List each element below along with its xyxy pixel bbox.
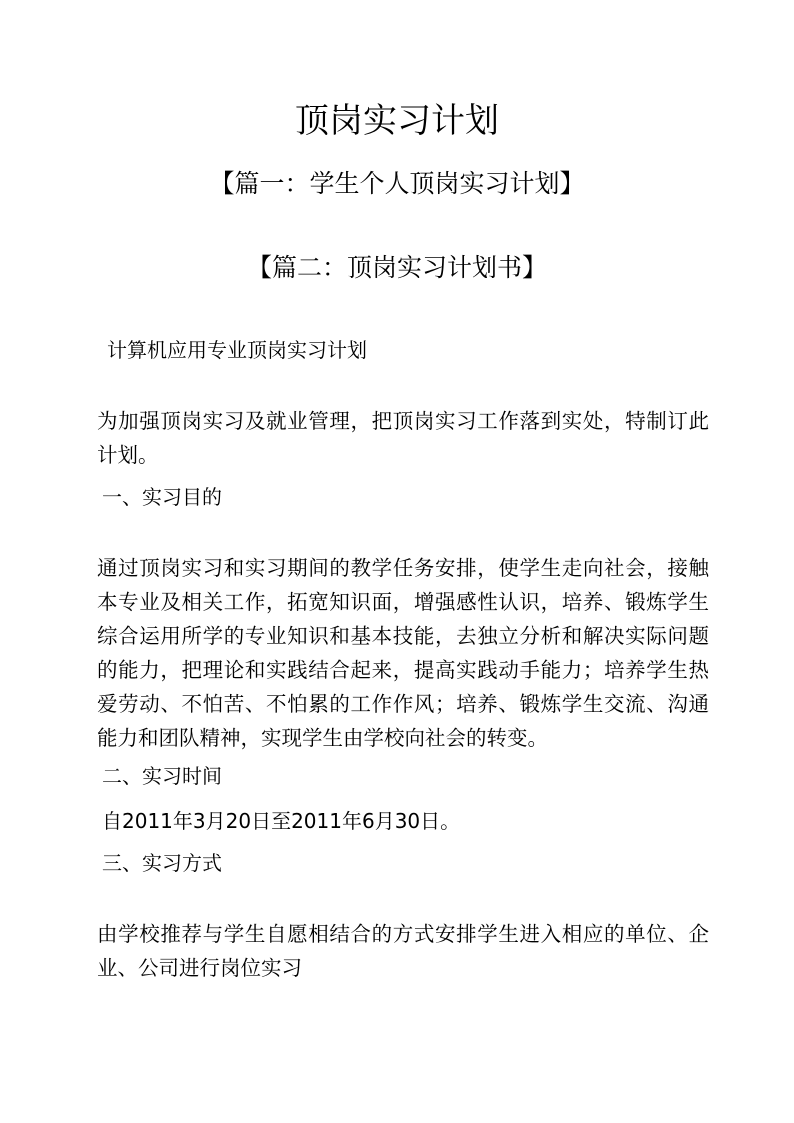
section-heading-time: 二、实习时间	[102, 764, 222, 788]
section-body-purpose: 通过顶岗实习和实习期间的教学任务安排，使学生走向社会，接触本专业及相关工作，拓宽知识面，增强感性认识，培养、锻炼学生综合运用所学的专业知识和基本技能，去独立分析和解决实际问题的能力，把理论和实践结合起来，提高实践动手能力；培养学生热爱劳动、不怕苦、不怕累的工作作风；培养、锻炼学生交流、沟通能力和团队精神，实现学生由学校向社会的转变。	[97, 556, 709, 750]
subtitle-part-two: 【篇二：顶岗实习计划书】	[246, 253, 547, 282]
intro-paragraph: 为加强顶岗实习及就业管理，把顶岗实习工作落到实处，特制订此计划。	[97, 409, 709, 467]
section-body-method: 由学校推荐与学生自愿相结合的方式安排学生进入相应的单位、企业、公司进行岗位实习	[97, 922, 709, 980]
plan-heading: 计算机应用专业顶岗实习计划	[107, 338, 367, 362]
section-heading-purpose: 一、实习目的	[102, 485, 222, 509]
section-heading-method: 三、实习方式	[102, 851, 222, 875]
document-title: 顶岗实习计划	[295, 101, 499, 141]
section-body-time: 自2011年3月20日至2011年6月30日。	[102, 809, 461, 833]
subtitle-part-one: 【篇一：学生个人顶岗实习计划】	[209, 169, 585, 198]
